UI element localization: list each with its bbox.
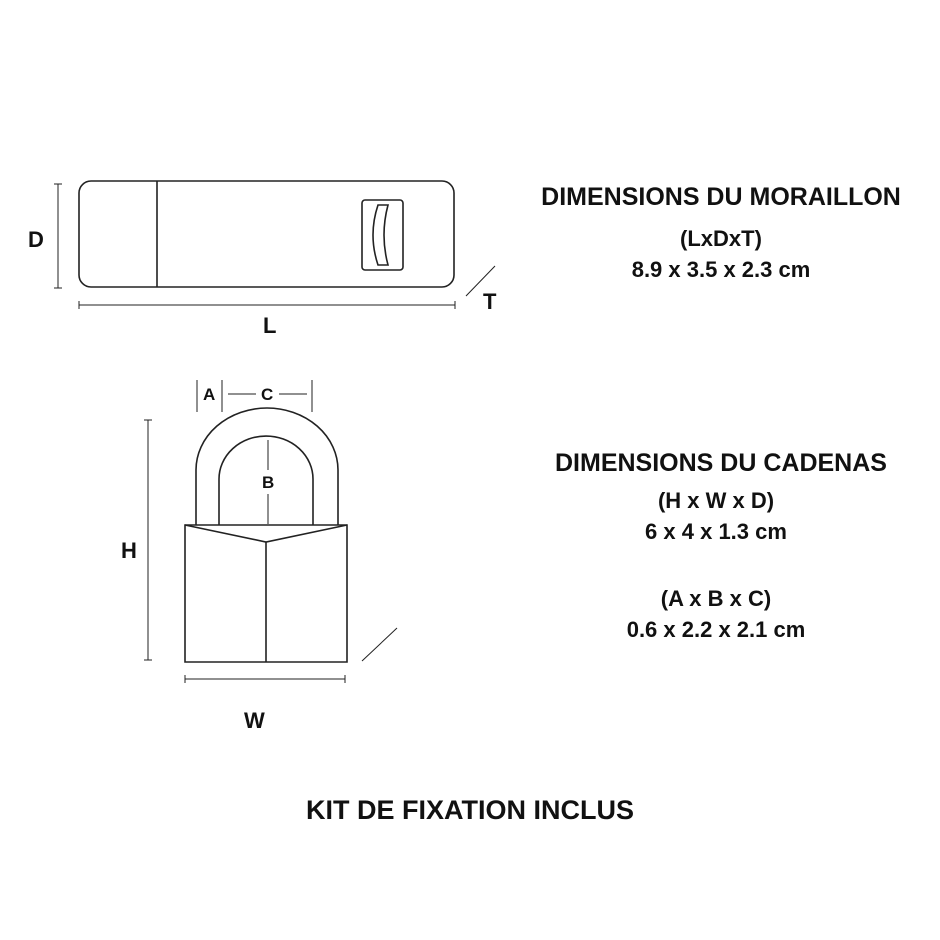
padlock-dimensions-title: DIMENSIONS DU CADENAS — [555, 449, 887, 477]
hasp-dimension-lines — [54, 184, 495, 309]
padlock-dimension-lines — [144, 380, 397, 683]
mounting-kit-included: KIT DE FIXATION INCLUS — [306, 795, 634, 825]
hasp-drawing — [79, 181, 454, 287]
padlock-dimensions-value-hwd: 6 x 4 x 1.3 cm — [645, 519, 787, 544]
hasp-dimensions-title: DIMENSIONS DU MORAILLON — [541, 183, 901, 211]
padlock-drawing — [185, 408, 347, 662]
hasp-dimensions-format: (LxDxT) — [680, 226, 762, 251]
hasp-dimensions-value: 8.9 x 3.5 x 2.3 cm — [631, 257, 811, 282]
hasp-body — [79, 181, 454, 287]
padlock-label-h: H — [121, 538, 137, 563]
hasp-staple-loop — [373, 205, 388, 265]
padlock-dimensions-value-abc: 0.6 x 2.2 x 2.1 cm — [626, 617, 806, 642]
padlock-label-c: C — [261, 385, 274, 404]
hasp-staple — [362, 200, 403, 270]
hasp-label-t: T — [483, 289, 497, 314]
padlock-label-b: B — [262, 473, 275, 492]
hasp-label-l: L — [263, 313, 277, 338]
padlock-label-w: W — [244, 708, 265, 733]
padlock-label-a: A — [203, 385, 216, 404]
hasp-label-d: D — [28, 227, 44, 252]
padlock-shackle-outer — [196, 408, 338, 525]
padlock-dimensions-format-abc: (A x B x C) — [660, 586, 772, 611]
padlock-dimensions-format-hwd: (H x W x D) — [657, 488, 775, 513]
padlock-body-top-edge — [185, 525, 347, 542]
